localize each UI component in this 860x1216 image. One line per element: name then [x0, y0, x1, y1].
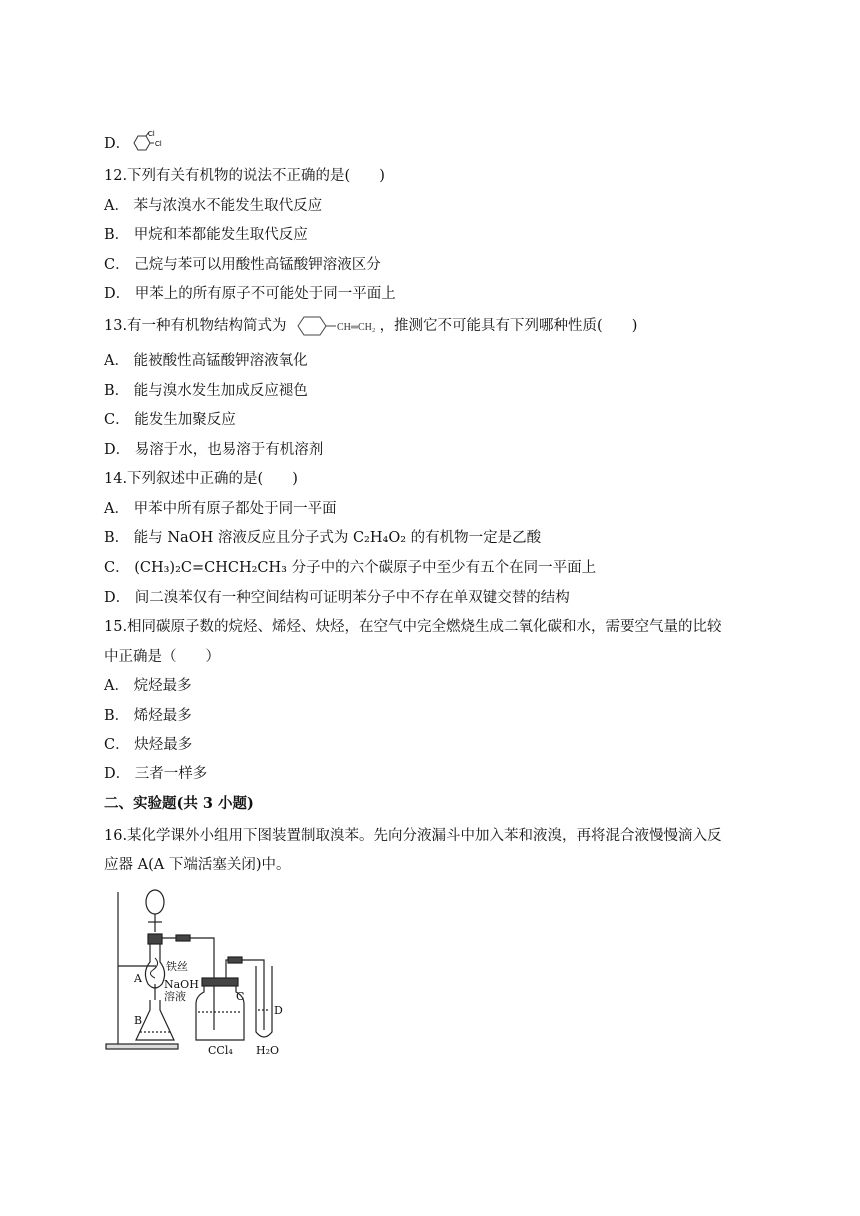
- q11-option-d: [104, 134, 130, 154]
- section-heading-experiments: 二、实验题(共 3 小题): [104, 795, 254, 812]
- label-d: D: [274, 1004, 283, 1017]
- q14-option-b: B． 能与 NaOH 溶液反应且分子式为 C₂H₄O₂ 的有机物一定是乙酸: [104, 530, 542, 546]
- separatory-funnel: [146, 890, 164, 914]
- q14-stem: 14.下列叙述中正确的是( ): [104, 471, 298, 487]
- q14-option-c: C． (CH₃)₂C=CHCH₂CH₃ 分子中的六个碳原子中至少有五个在同一平面上: [104, 560, 597, 576]
- styrene-structure: [292, 314, 388, 338]
- q16-stem-line1: 16.某化学课外小组用下图装置制取溴苯。先向分液漏斗中加入苯和液溴，再将混合液慢慢滴入反: [104, 828, 722, 844]
- q13-stem-before: 13.有一种有机物结构简式为: [104, 318, 287, 334]
- q12-option-d: D． 甲苯上的所有原子不可能处于同一平面上: [104, 286, 396, 302]
- q13-option-a: A． 能被酸性高锰酸钾溶液氧化: [104, 353, 308, 369]
- q15-stem-line1: 15.相同碳原子数的烷烃、烯烃、炔烃，在空气中完全燃烧生成二氧化碳和水，需要空气量的比较: [104, 619, 722, 635]
- label-ccl4: CCl₄: [208, 1044, 233, 1057]
- q13-option-d: D． 易溶于水，也易溶于有机溶剂: [104, 442, 324, 458]
- q12-option-c: C． 己烷与苯可以用酸性高锰酸钾溶液区分: [104, 257, 381, 273]
- label-b: B: [134, 1014, 143, 1027]
- q15-option-b: B． 烯烃最多: [104, 708, 192, 724]
- q15-option-c: C． 炔烃最多: [104, 737, 193, 753]
- q14-option-a: A． 甲苯中所有原子都处于同一平面: [104, 501, 337, 517]
- q11-option-d-letter: D．: [104, 136, 131, 152]
- q12-option-a: A． 苯与浓溴水不能发生取代反应: [104, 198, 323, 214]
- stopper-a: [148, 934, 162, 944]
- cl-label-1: Cl: [148, 131, 155, 138]
- styrene-vinyl-label: CH═CH₂: [337, 322, 376, 333]
- bromobenzene-apparatus-diagram: [104, 880, 304, 1060]
- label-c: C: [236, 990, 245, 1003]
- label-solution: 溶液: [164, 990, 186, 1003]
- tube-c-to-d: [226, 960, 264, 1030]
- q13-stem-after: ，推测它不可能具有下列哪种性质( ): [379, 318, 638, 334]
- q12-option-b: B． 甲烷和苯都能发生取代反应: [104, 227, 308, 243]
- cl-label-2: Cl: [155, 141, 162, 148]
- q13-option-b: B． 能与溴水发生加成反应褪色: [104, 383, 308, 399]
- q15-stem-line2: 中正确是（ ）: [104, 649, 220, 665]
- stopper-c: [202, 978, 238, 986]
- label-naoh: NaOH: [164, 978, 199, 991]
- q13-option-c: C． 能发生加聚反应: [104, 412, 236, 428]
- q15-option-d: D． 三者一样多: [104, 766, 208, 782]
- q12-stem: 12.下列有关有机物的说法不正确的是( ): [104, 168, 385, 184]
- label-a: A: [134, 972, 142, 985]
- label-iron-wire: 铁丝: [166, 960, 188, 973]
- q14-option-d: D． 间二溴苯仅有一种空间结构可证明苯分子中不存在单双键交替的结构: [104, 590, 570, 606]
- stand-base: [106, 1044, 178, 1049]
- q16-stem-line2: 应器 A(A 下端活塞关闭)中。: [104, 857, 291, 873]
- q15-option-a: A． 烷烃最多: [104, 678, 192, 694]
- dichlorobenzene-structure: [128, 130, 168, 156]
- label-h2o: H₂O: [256, 1044, 280, 1057]
